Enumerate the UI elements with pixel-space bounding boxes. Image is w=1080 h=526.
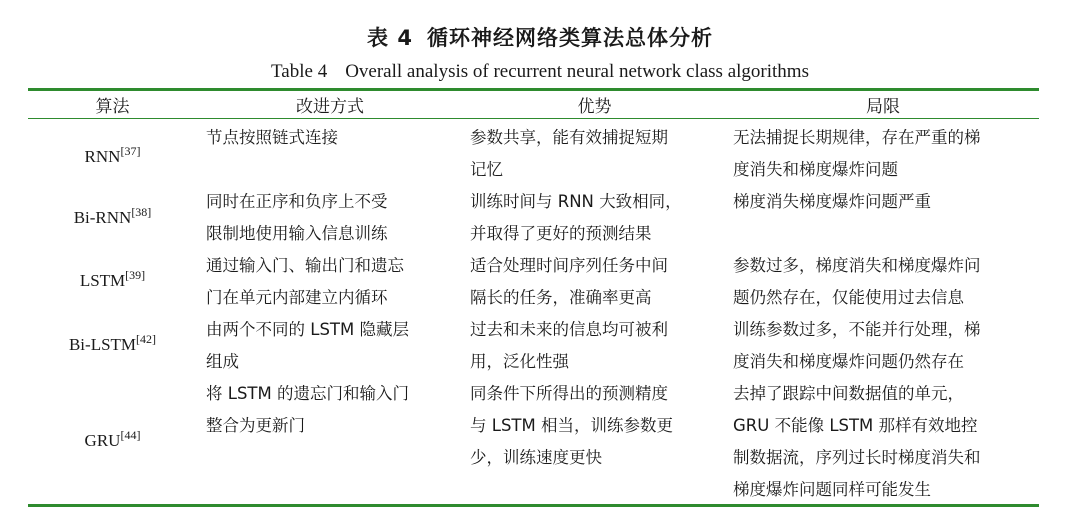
improvement-cell: [206, 378, 460, 442]
cell-text-line: 同条件下所得出的预测精度: [470, 384, 668, 403]
cell-text-line: 度消失和梯度爆炸问题仍然存在: [733, 352, 964, 371]
algorithm-label: GRU: [84, 431, 121, 450]
improvement-cell: [206, 122, 460, 154]
limitation-cell: [733, 186, 1039, 218]
cell-text-line: 由两个不同的 LSTM 隐藏层: [206, 320, 409, 339]
table-number-cn: 表 4: [367, 26, 413, 50]
cell-text-line: 训练时间与 RNN 大致相同，: [470, 192, 682, 211]
table-title-cn: [0, 22, 1080, 52]
algorithm-name: [30, 268, 195, 291]
advantage-cell: [470, 186, 726, 250]
algorithm-name: [30, 428, 195, 451]
table-header-rule: [28, 118, 1039, 119]
cell-text-line: 将 LSTM 的遗忘门和输入门: [206, 384, 409, 403]
algorithm-label: Bi-RNN: [73, 208, 132, 227]
cell-text-line: GRU 不能像 LSTM 那样有效地控: [733, 416, 978, 435]
cell-text-line: 训练参数过多，不能并行处理，梯: [733, 320, 981, 339]
cell-text-line: 参数共享，能有效捕捉短期: [470, 128, 668, 147]
table-title-en-text: Overall analysis of recurrent neural network class algorithms: [345, 61, 809, 82]
cell-text-line: 节点按照链式连接: [206, 128, 338, 147]
cell-text-line: 过去和未来的信息均可被利: [470, 320, 668, 339]
limitation-cell: [733, 378, 1039, 506]
cell-text-line: 梯度爆炸问题同样可能发生: [733, 480, 931, 499]
reference-number: [39]: [125, 268, 146, 282]
algorithm-label: Bi-LSTM: [68, 335, 137, 354]
cell-text-line: 隔长的任务，准确率更高: [470, 288, 652, 307]
cell-text-line: 用，泛化性强: [470, 352, 569, 371]
header-improvement: 改进方式: [296, 97, 364, 117]
reference-number: [38]: [131, 205, 152, 219]
improvement-cell: [206, 250, 460, 314]
table-title-cn-text: 循环神经网络类算法总体分析: [426, 26, 713, 50]
header-algorithm: 算法: [95, 97, 130, 117]
reference-number: [44]: [120, 428, 141, 442]
algorithm-label: RNN: [84, 147, 121, 166]
algorithm-name: [30, 332, 195, 355]
advantage-cell: [470, 122, 726, 186]
limitation-cell: [733, 314, 1039, 378]
advantage-cell: [470, 378, 726, 474]
cell-text-line: 参数过多，梯度消失和梯度爆炸问: [733, 256, 981, 275]
advantage-cell: [470, 314, 726, 378]
limitation-cell: [733, 250, 1039, 314]
limitation-cell: [733, 122, 1039, 186]
header-advantage: 优势: [577, 97, 612, 117]
improvement-cell: [206, 186, 460, 250]
algorithm-name: [30, 144, 195, 167]
cell-text-line: 记忆: [470, 160, 503, 179]
cell-text-line: 与 LSTM 相当，训练参数更: [470, 416, 673, 435]
cell-text-line: 适合处理时间序列任务中间: [470, 256, 668, 275]
cell-text-line: 度消失和梯度爆炸问题: [733, 160, 898, 179]
table-bottom-rule: [28, 504, 1039, 507]
algorithm-label: LSTM: [79, 271, 126, 290]
improvement-cell: [206, 314, 460, 378]
cell-text-line: 梯度消失梯度爆炸问题严重: [733, 192, 931, 211]
cell-text-line: 无法捕捉长期规律，存在严重的梯: [733, 128, 981, 147]
cell-text-line: 并取得了更好的预测结果: [470, 224, 652, 243]
cell-text-line: 去掉了跟踪中间数据值的单元，: [733, 384, 964, 403]
table-title-en: [0, 61, 1080, 83]
table-number-en: Table 4: [271, 61, 328, 82]
cell-text-line: 题仍然存在，仅能使用过去信息: [733, 288, 964, 307]
cell-text-line: 限制地使用输入信息训练: [206, 224, 388, 243]
table-top-rule: [28, 88, 1039, 91]
cell-text-line: 通过输入门、输出门和遗忘: [206, 256, 404, 275]
cell-text-line: 少，训练速度更快: [470, 448, 602, 467]
reference-number: [42]: [136, 332, 157, 346]
reference-number: [37]: [120, 144, 141, 158]
cell-text-line: 整合为更新门: [206, 416, 305, 435]
advantage-cell: [470, 250, 726, 314]
algorithm-name: [30, 205, 195, 228]
cell-text-line: 组成: [206, 352, 239, 371]
cell-text-line: 门在单元内部建立内循环: [206, 288, 388, 307]
header-limitation: 局限: [866, 97, 900, 117]
cell-text-line: 制数据流，序列过长时梯度消失和: [733, 448, 981, 467]
cell-text-line: 同时在正序和负序上不受: [206, 192, 388, 211]
